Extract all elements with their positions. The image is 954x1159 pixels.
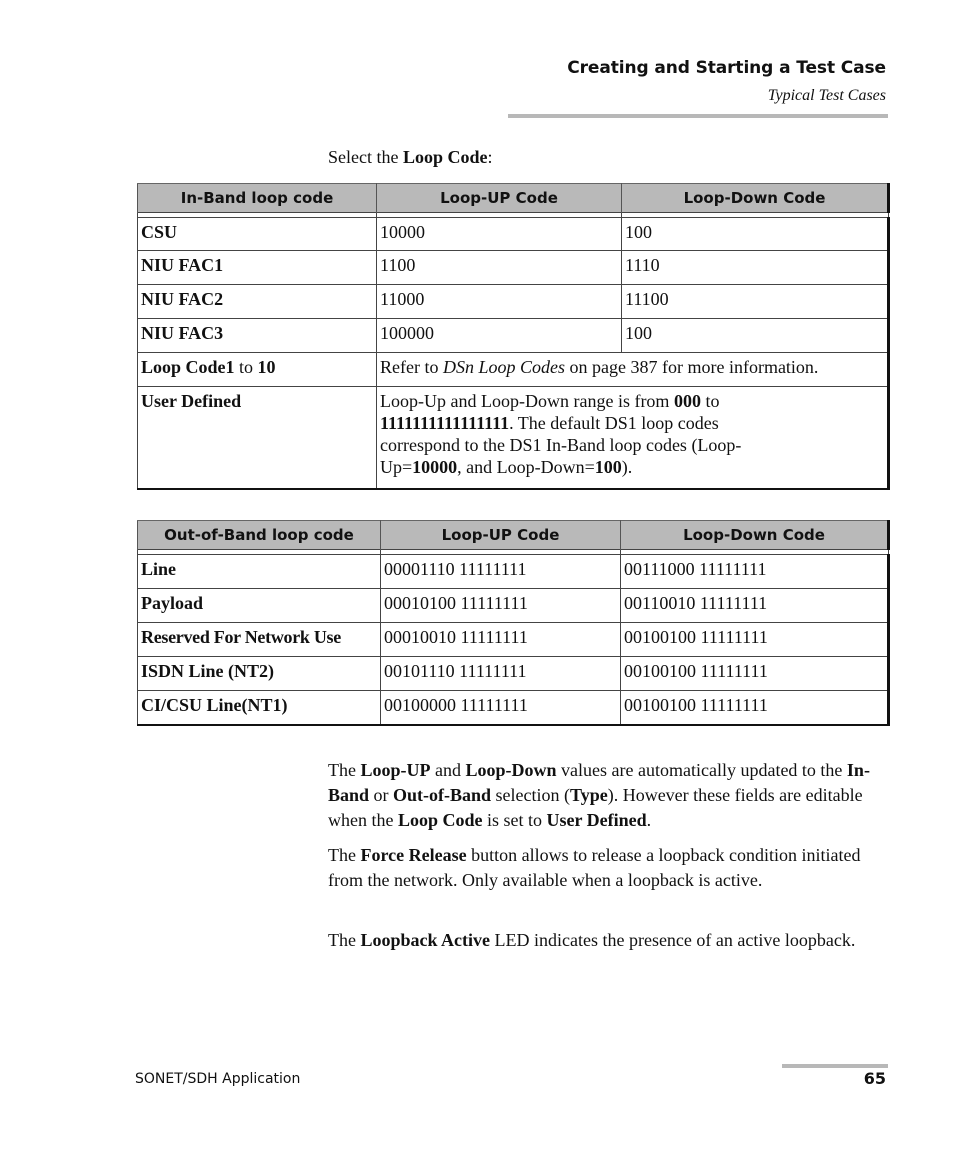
- outofband-loop-code-table: [137, 520, 890, 726]
- row-label: Payload: [138, 589, 381, 623]
- column-header: Loop-UP Code: [381, 521, 621, 550]
- row-label: NIU FAC1: [138, 251, 377, 285]
- footer-rule: [782, 1064, 888, 1068]
- loop-up-value: 10000: [377, 218, 622, 251]
- intro-text: Select the Loop Code:: [328, 147, 493, 167]
- loop-down-value: 00111000 11111111: [621, 555, 889, 589]
- loop-down-value: 00110010 11111111: [621, 589, 889, 623]
- loop-values-paragraph: The Loop-UP and Loop-Down values are automatically updated to the In-Band or Out-of-Band selection (Type). However these fields are editable when the Loop Code is set to User Defined.: [328, 760, 870, 830]
- table-row: [138, 589, 889, 623]
- column-header: Loop-UP Code: [377, 184, 622, 213]
- loop-down-value: 00100100 11111111: [621, 691, 889, 725]
- loop-up-value: 11000: [377, 285, 622, 319]
- row-label: CSU: [138, 218, 377, 251]
- table-row: [138, 251, 889, 285]
- loop-down-value: 100: [622, 218, 889, 251]
- loop-down-value: 100: [622, 319, 889, 353]
- row-label: NIU FAC3: [138, 319, 377, 353]
- table-row: [138, 657, 889, 691]
- user-defined-description: Loop-Up and Loop-Down range is from 000 to 1111111111111111. The default DS1 loop codes correspond to the DS1 In-Band loop codes (Loop-Up=10000, and Loop-Down=100).: [377, 387, 889, 489]
- row-label: CI/CSU Line(NT1): [138, 691, 381, 725]
- loop-down-value: 00100100 11111111: [621, 623, 889, 657]
- table-row: [138, 218, 889, 251]
- row-label: User Defined: [138, 387, 377, 489]
- page-number: 65: [863, 1069, 886, 1088]
- table-row: [138, 691, 889, 725]
- loop-up-value: 1100: [377, 251, 622, 285]
- loop-up-value: 00101110 11111111: [381, 657, 621, 691]
- row-label: Line: [138, 555, 381, 589]
- loop-up-value: 100000: [377, 319, 622, 353]
- header-rule: [508, 114, 888, 118]
- loop-up-value: 00010010 11111111: [381, 623, 621, 657]
- loop-code-reference: Refer to DSn Loop Codes on page 387 for more information.: [377, 353, 889, 387]
- table-row: [138, 387, 889, 489]
- force-release-paragraph: The Force Release button allows to release a loopback condition initiated from the network. Only available when a loopback is active.: [328, 845, 861, 890]
- column-header: Loop-Down Code: [621, 521, 889, 550]
- table-row: [138, 623, 889, 657]
- inband-loop-code-table: [137, 183, 890, 490]
- row-label: Reserved For Network Use: [138, 623, 381, 657]
- table-row: [138, 555, 889, 589]
- row-label: NIU FAC2: [138, 285, 377, 319]
- cross-reference-link[interactable]: DSn Loop Codes: [442, 357, 565, 377]
- table-row: [138, 285, 889, 319]
- column-header: In-Band loop code: [138, 184, 377, 213]
- column-header: Loop-Down Code: [622, 184, 889, 213]
- column-header: Out-of-Band loop code: [138, 521, 381, 550]
- loop-up-value: 00010100 11111111: [381, 589, 621, 623]
- loop-down-value: 1110: [622, 251, 889, 285]
- page-header-subtitle: Typical Test Cases: [767, 87, 886, 104]
- row-label: ISDN Line (NT2): [138, 657, 381, 691]
- table-row: [138, 319, 889, 353]
- loopback-active-paragraph: The Loopback Active LED indicates the presence of an active loopback.: [328, 930, 856, 950]
- table-row: [138, 353, 889, 387]
- row-label: Loop Code1 to 10: [138, 353, 377, 387]
- loop-up-value: 00100000 11111111: [381, 691, 621, 725]
- loop-down-value: 00100100 11111111: [621, 657, 889, 691]
- page-header-title: Creating and Starting a Test Case: [567, 58, 886, 78]
- footer-manual-name: SONET/SDH Application: [135, 1071, 301, 1087]
- loop-up-value: 00001110 11111111: [381, 555, 621, 589]
- loop-down-value: 11100: [622, 285, 889, 319]
